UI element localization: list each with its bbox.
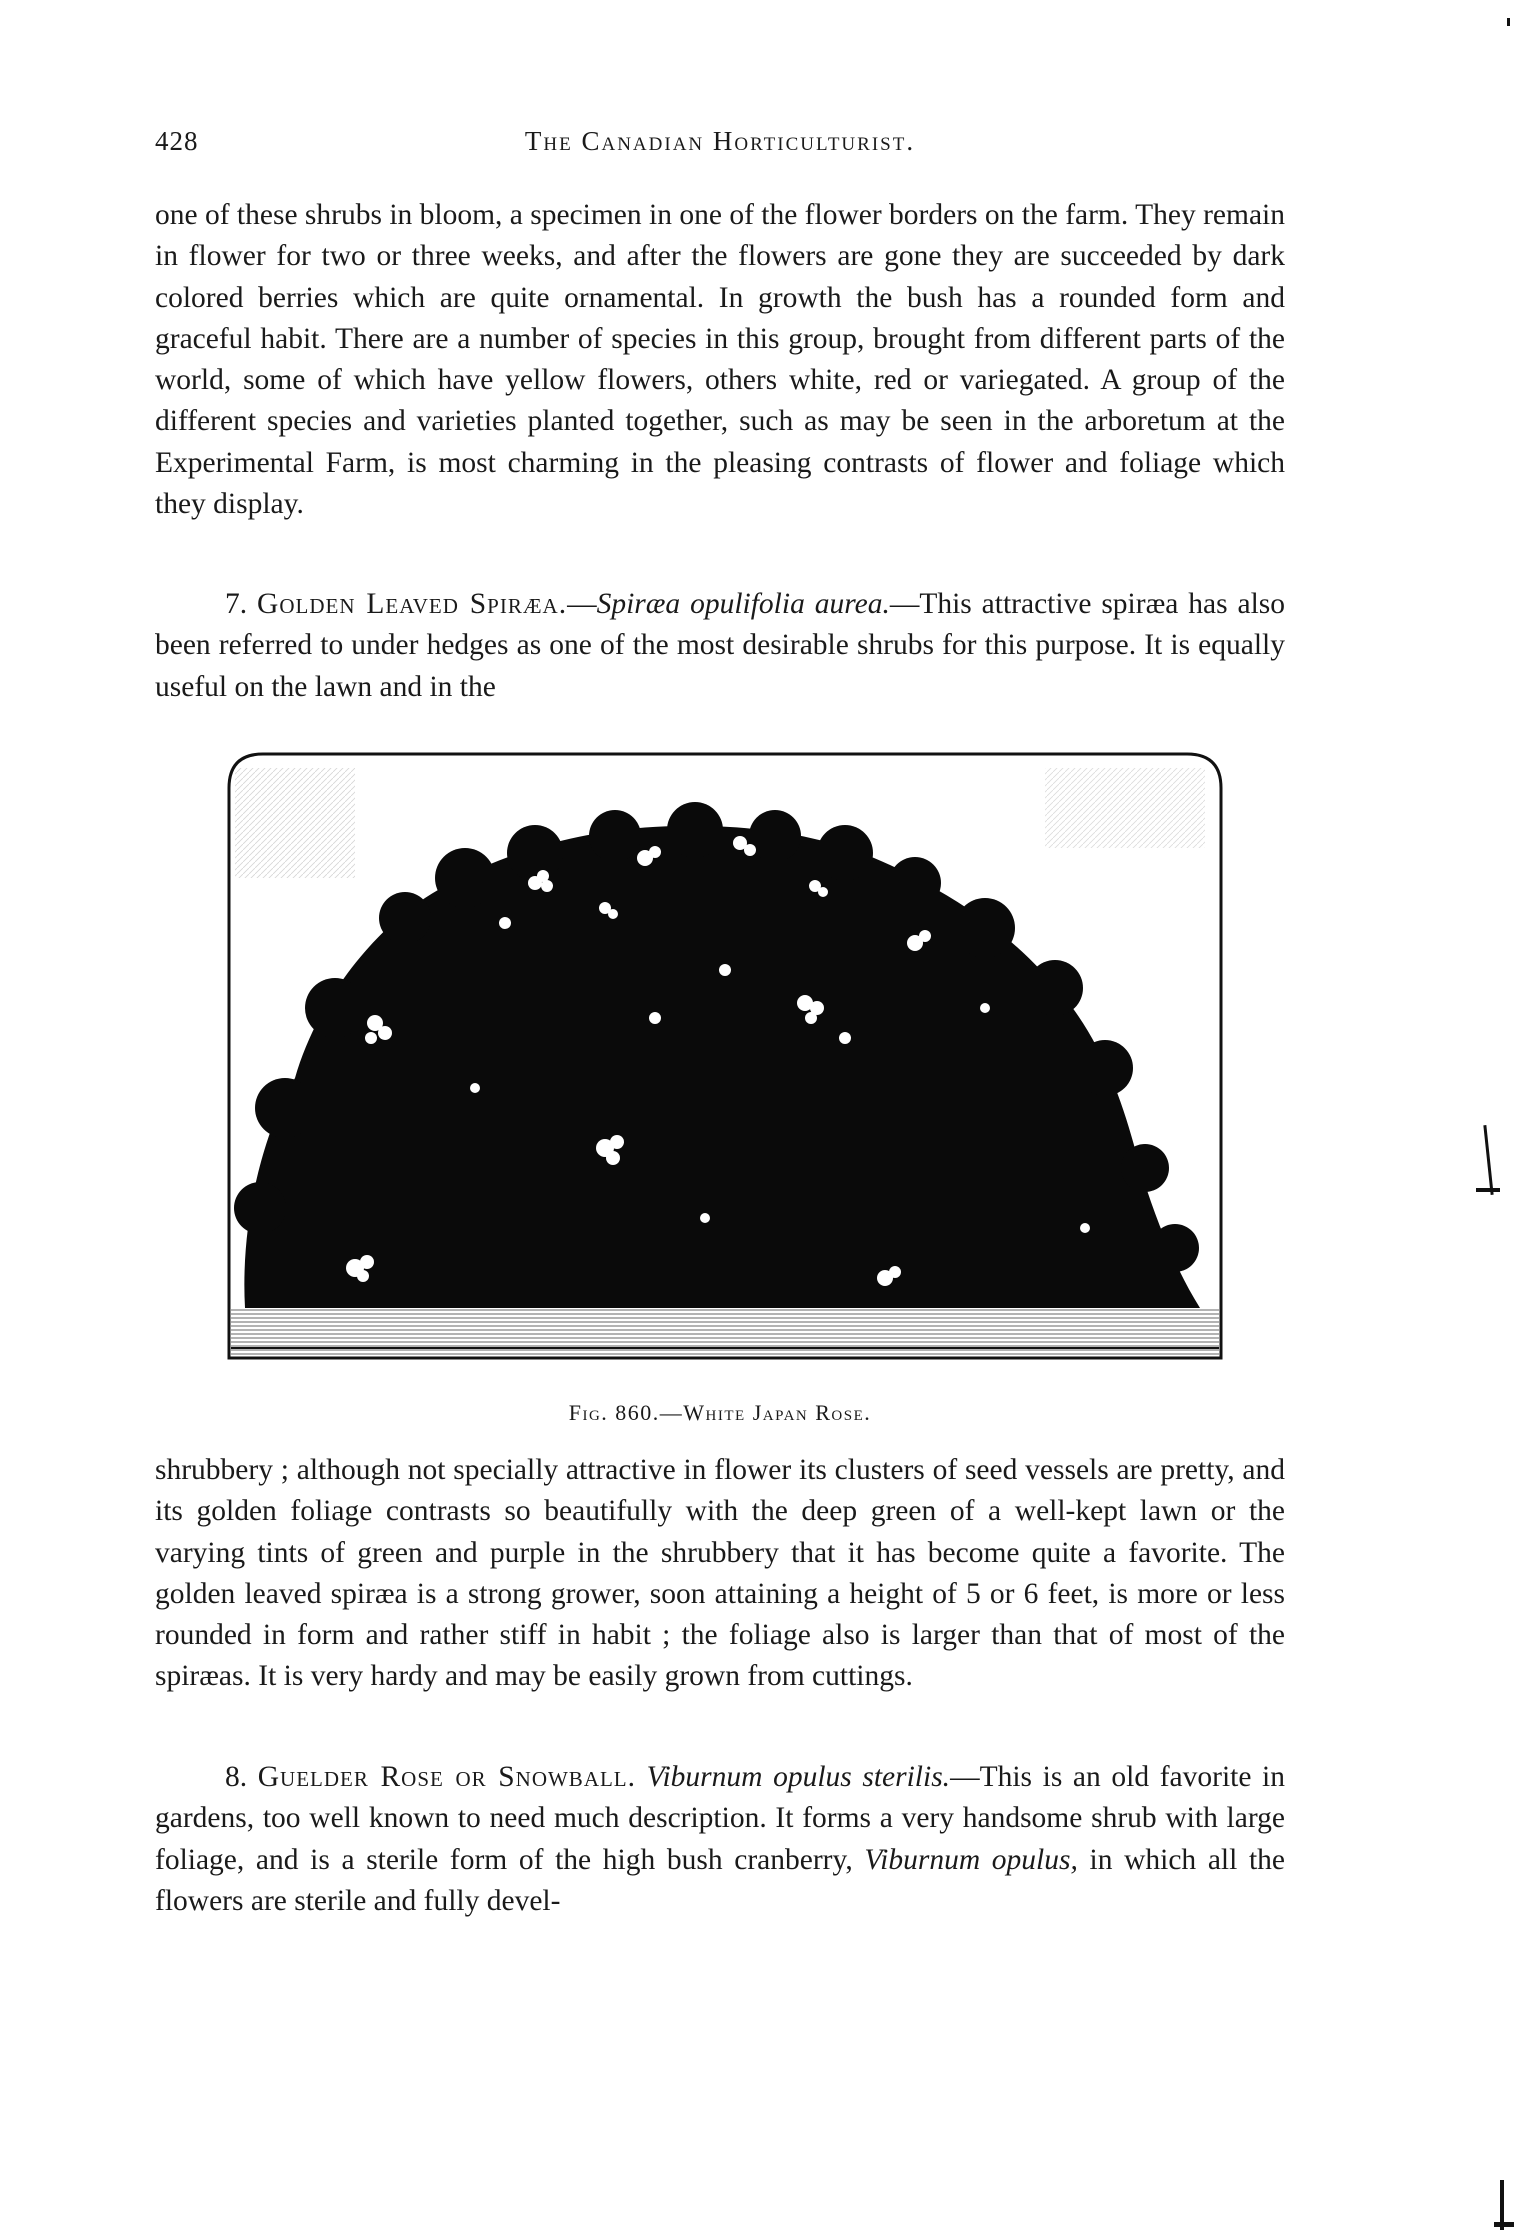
latin-name: Viburnum opulus, bbox=[864, 1843, 1078, 1876]
paragraph-shrubs-in-bloom: one of these shrubs in bloom, a specimen in one of the flower borders on the farm. They remain in flower for two or three weeks, and after the flowers are gone they are succeeded by dark colored berries which are quite ornamental. In growth the bush has a rounded form and graceful habit. There are a number of species in this group, brought from different parts of the world, some of which have yellow flowers, others white, red or variegated. A group of the different species and varieties planted together, such as may be seen in the arboretum at the Experimental Farm, is most charming in the pleasing contrasts of flower and foliage which they display. bbox=[155, 199, 1285, 521]
em-dash: — bbox=[567, 588, 597, 620]
sky-hatching bbox=[1045, 768, 1205, 848]
scan-mark bbox=[1483, 1125, 1493, 1195]
paragraph-golden-leaved-spiraea bbox=[155, 584, 1285, 708]
item-text: in which all the flowers are sterile and fully devel- bbox=[155, 1843, 1285, 1917]
item-number: 8. bbox=[225, 1761, 248, 1793]
paragraph-guelder-rose bbox=[155, 1757, 1285, 1922]
sky-hatching bbox=[235, 768, 355, 878]
em-dash: — bbox=[889, 588, 920, 620]
em-dash: — bbox=[950, 1761, 980, 1793]
item-heading: Guelder Rose or Snowball. bbox=[257, 1761, 637, 1793]
latin-name: Spiræa opulifolia aurea. bbox=[596, 588, 890, 620]
scan-speck bbox=[1507, 18, 1510, 26]
item-number: 7. bbox=[225, 588, 248, 620]
page-header bbox=[155, 126, 1285, 166]
paragraph-shrubbery: shrubbery ; although not specially attractive in flower its clusters of seed vessels are pretty, and its golden foliage contrasts so beautifully with the deep green of a well-kept lawn or the varying tints of green and purple in the shrubbery that it has become quite a favorite. The golden leaved spiræa is a strong grower, soon attaining a height of 5 or 6 feet, is more or less rounded in form and rather stiff in habit ; the foliage also is larger than that of most of the spiræas. It is very hardy and may be easily grown from cuttings. bbox=[155, 1454, 1285, 1693]
figure-caption: Fig. 860.—White Japan Rose. bbox=[568, 1400, 872, 1425]
item-heading: Golden Leaved Spiræa. bbox=[257, 588, 568, 620]
scan-mark bbox=[1476, 1188, 1500, 1192]
item-text: This attractive spiræa has also been referred to under hedges as one of the most desirable shrubs for this purpose. It is equally useful on the lawn and in the bbox=[155, 588, 1285, 703]
latin-name: Viburnum opulus sterilis. bbox=[646, 1761, 951, 1793]
figure-white-japan-rose bbox=[225, 748, 1225, 1362]
running-title: The Canadian Horticulturist. bbox=[524, 126, 916, 156]
page-number: 428 bbox=[155, 126, 199, 156]
shrub-engraving bbox=[225, 748, 1225, 1362]
scan-mark bbox=[1494, 2222, 1514, 2227]
item-text: This is an old favorite in gardens, too well known to need much description. It forms a very handsome shrub with large foliage, and is a sterile form of the high bush cranberry, bbox=[155, 1761, 1285, 1876]
